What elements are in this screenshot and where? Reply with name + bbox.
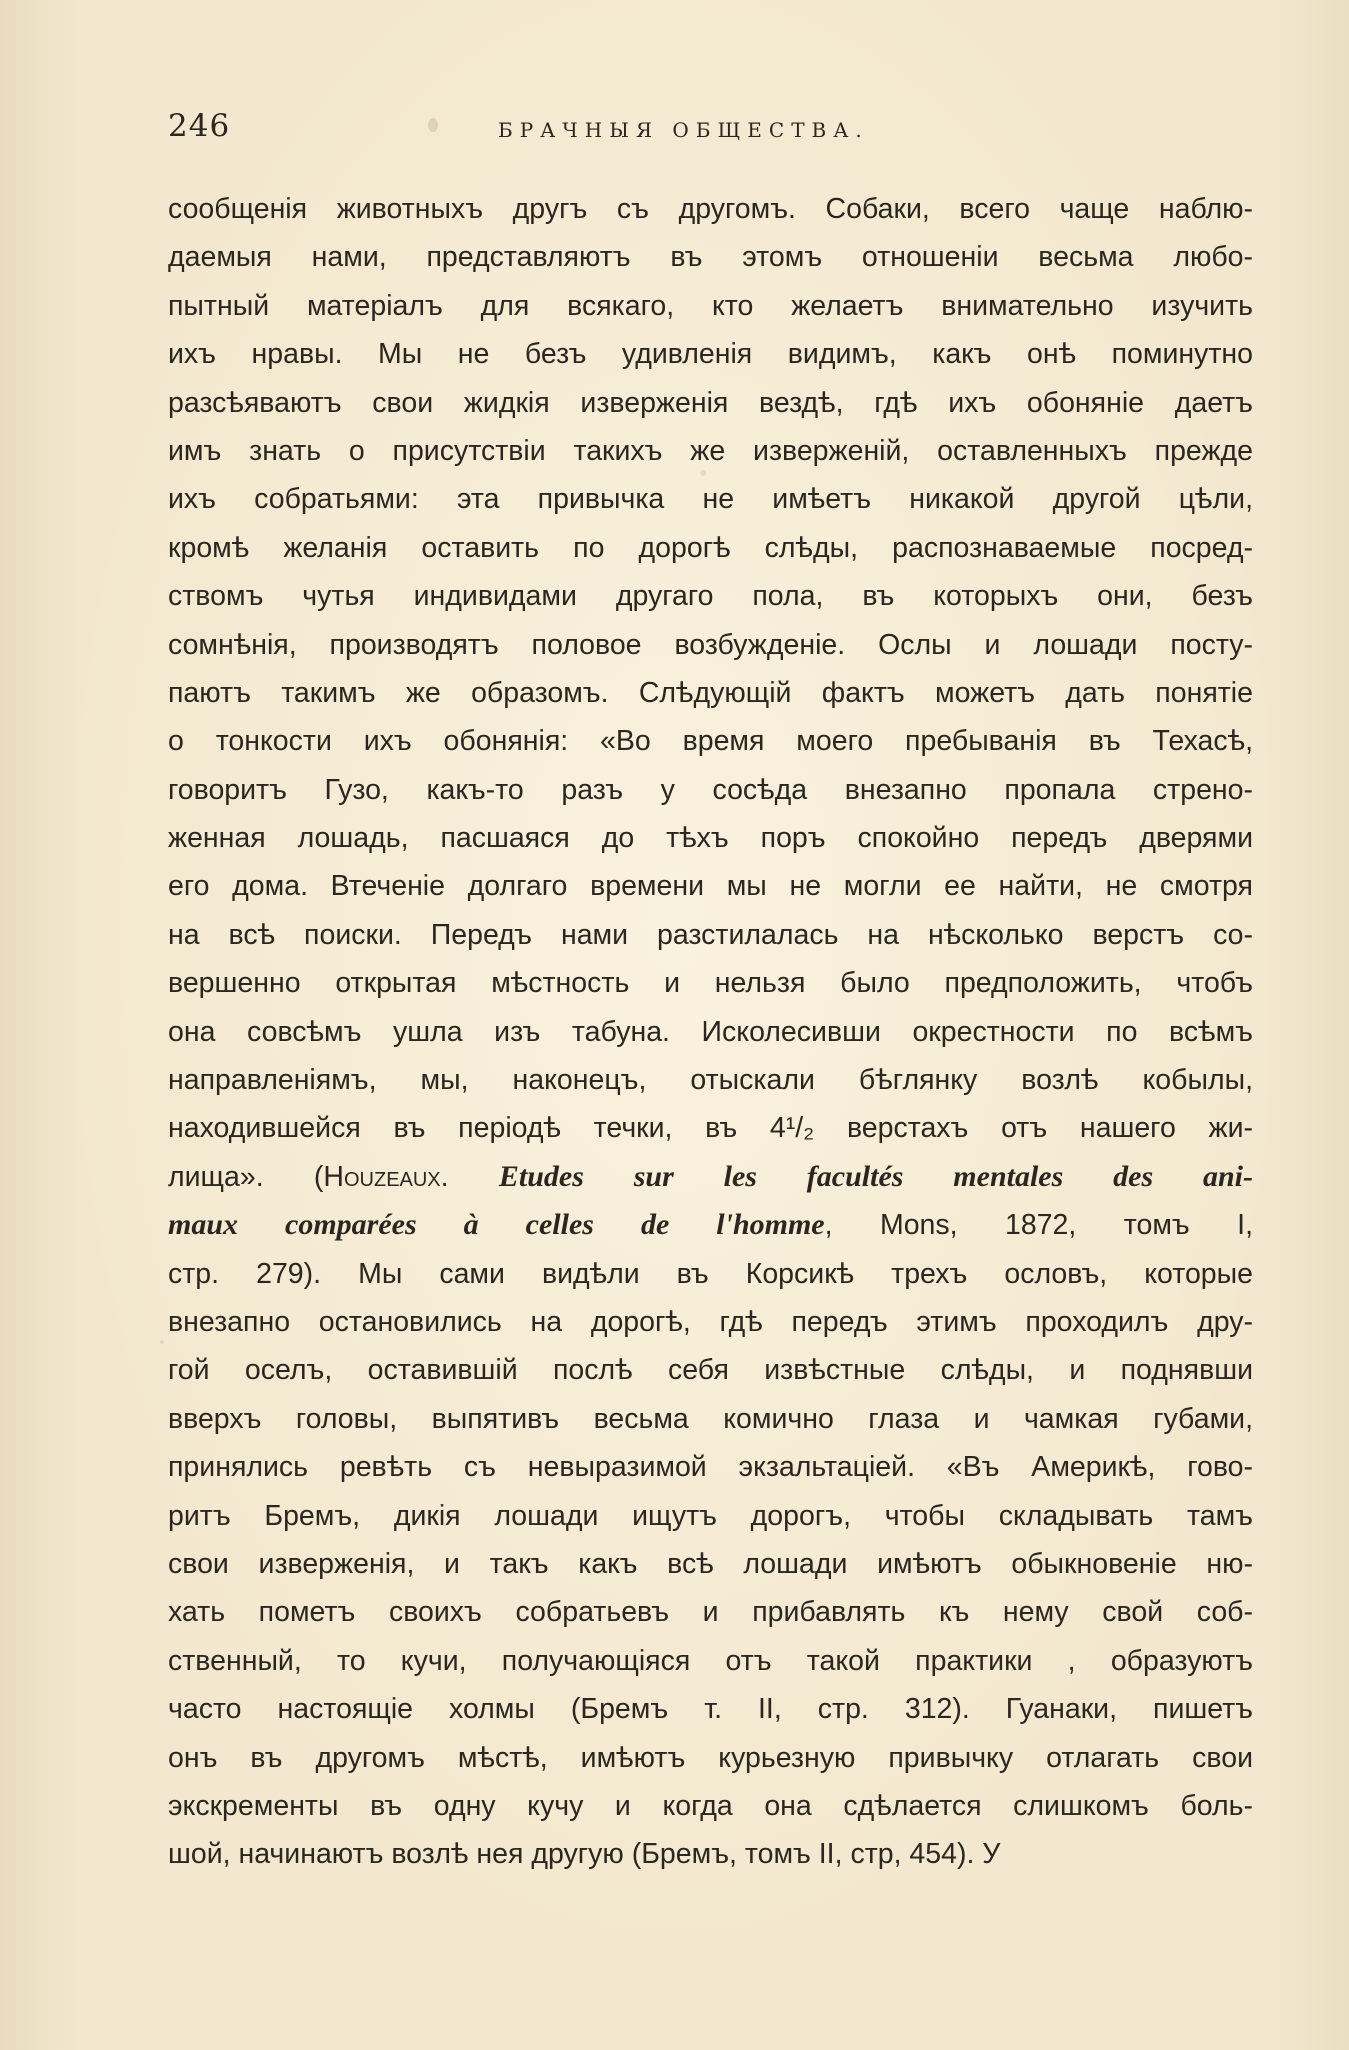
citation-line-2 xyxy=(168,1201,1253,1249)
text-line: женная лошадь, пасшаяся до тѣхъ поръ спокойно передъ дверями xyxy=(168,822,1253,855)
text-line: хать пометъ своихъ собратьевъ и прибавлять къ нему свой соб- xyxy=(168,1596,1253,1629)
text-line: стр. 279). Мы сами видѣли въ Корсикѣ трехъ ословъ, которые xyxy=(168,1257,1253,1290)
text-line: она совсѣмъ ушла изъ табуна. Исколесивши окрестности по всѣмъ xyxy=(168,1015,1253,1048)
text-line: на всѣ поиски. Передъ нами разстилалась на нѣсколько верстъ со- xyxy=(168,918,1253,951)
text-line: его дома. Втеченіе долгаго времени мы не могли ее найти, не смотря xyxy=(168,870,1253,903)
text-line: свои изверженія, и такъ какъ всѣ лошади имѣютъ обыкновеніе ню- xyxy=(168,1547,1253,1580)
citation-title-part2: maux comparées à celles de l'homme xyxy=(168,1208,825,1242)
paper-speck xyxy=(428,118,438,132)
text-line: направленіямъ, мы, наконецъ, отыскали бѣглянку возлѣ кобылы, xyxy=(168,1064,1253,1097)
text-line: ихъ собратьями: эта привычка не имѣетъ никакой другой цѣли, xyxy=(168,483,1253,516)
text-line: говоритъ Гузо, какъ-то разъ у сосѣда внезапно пропала стрено- xyxy=(168,773,1253,806)
text-line: пытный матеріалъ для всякаго, кто желаетъ внимательно изучить xyxy=(168,289,1253,322)
text-line: экскременты въ одну кучу и когда она сдѣлается слишкомъ боль- xyxy=(168,1789,1253,1822)
text-line: шой, начинаютъ возлѣ нея другую (Бремъ, томъ II, стр, 454). У xyxy=(168,1838,1001,1871)
page-header xyxy=(168,108,1253,156)
text-line: ственный, то кучи, получающіяся отъ такой практики , образуютъ xyxy=(168,1644,1253,1677)
text-line: имъ знать о присутствіи такихъ же изверженій, оставленныхъ прежде xyxy=(168,434,1253,467)
citation-author: Houzeaux. xyxy=(323,1160,449,1193)
citation-post: , Mons, 1872, томъ I, xyxy=(824,1209,1253,1242)
page-number: 246 xyxy=(168,108,231,144)
text-line: внезапно остановились на дорогѣ, гдѣ передъ этимъ проходилъ дру- xyxy=(168,1305,1253,1338)
text-line: сообщенія животныхъ другъ съ другомъ. Собаки, всего чаще наблю- xyxy=(168,193,1253,225)
citation-pre: лища». ( xyxy=(168,1160,324,1193)
citation-title-part1: Etudes sur les facultés mentales des ani- xyxy=(498,1159,1253,1193)
text-line: паютъ такимъ же образомъ. Слѣдующій фактъ можетъ дать понятіе xyxy=(168,676,1253,709)
paper-speck xyxy=(160,1340,164,1344)
text-line: ихъ нравы. Мы не безъ удивленія видимъ, какъ онѣ поминутно xyxy=(168,338,1253,371)
text-line: кромѣ желанія оставить по дорогѣ слѣды, распознаваемые посред- xyxy=(168,531,1253,564)
text-line: онъ въ другомъ мѣстѣ, имѣютъ курьезную привычку отлагать свои xyxy=(168,1741,1253,1774)
text-line: даемыя нами, представляютъ въ этомъ отношеніи весьма любо- xyxy=(168,241,1253,274)
text-line: находившейся въ періодѣ течки, въ 4¹/₂ верстахъ отъ нашего жи- xyxy=(168,1112,1253,1145)
text-line: сомнѣнія, производятъ половое возбужденіе. Ослы и лошади посту- xyxy=(168,628,1253,661)
text-line: гой оселъ, оставившій послѣ себя извѣстные слѣды, и поднявши xyxy=(168,1354,1253,1387)
text-line: разсѣяваютъ свои жидкія изверженія вездѣ, гдѣ ихъ обоняніе даетъ xyxy=(168,386,1253,419)
body-text xyxy=(168,185,1253,1879)
running-head: БРАЧНЫЯ ОБЩЕСТВА. xyxy=(498,118,869,142)
text-line: вверхъ головы, выпятивъ весьма комично глаза и чамкая губами, xyxy=(168,1402,1253,1435)
paper-speck xyxy=(700,470,706,476)
text-line: ритъ Бремъ, дикія лошади ищутъ дорогъ, чтобы складывать тамъ xyxy=(168,1499,1253,1532)
text-line: о тонкости ихъ обонянія: «Во время моего пребыванія въ Техасѣ, xyxy=(168,725,1253,758)
text-line: вершенно открытая мѣстность и нельзя было предположить, чтобъ xyxy=(168,967,1253,1000)
text-line: часто настоящіе холмы (Бремъ т. II, стр. 312). Гуанаки, пишетъ xyxy=(168,1693,1253,1726)
citation-line-1 xyxy=(168,1153,1253,1201)
text-line: ствомъ чутья индивидами другаго пола, въ которыхъ они, безъ xyxy=(168,580,1253,613)
text-line: принялись ревѣть съ невыразимой экзальтаціей. «Въ Америкѣ, гово- xyxy=(168,1451,1253,1484)
